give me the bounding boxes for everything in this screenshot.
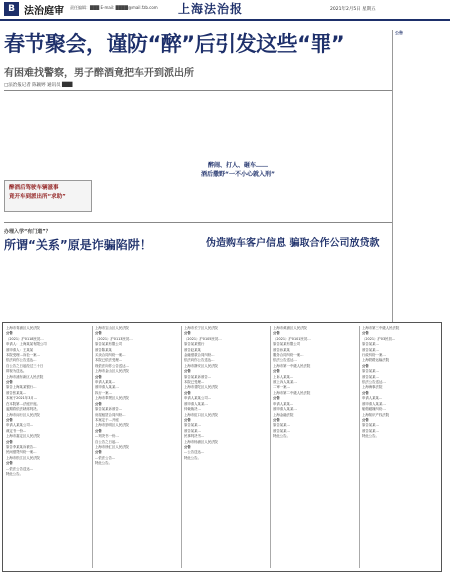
notice-line: 申请人某某… bbox=[362, 396, 383, 401]
notice-line: 申请人某某公司… bbox=[184, 396, 212, 401]
notice-line: 原告某某有限公司 bbox=[95, 342, 123, 347]
paper-logo: 上海法治报 bbox=[178, 2, 244, 16]
notice-line: 原告某某诉被告… bbox=[95, 407, 123, 412]
notice-line: 公告 bbox=[95, 331, 102, 336]
notice-line: 上海铁路运输法院 bbox=[362, 358, 390, 363]
notice-line: 上海市第三中级人民法院 bbox=[362, 326, 400, 330]
notice-column bbox=[6, 326, 90, 568]
notice-column bbox=[362, 326, 438, 568]
notice-line: 服务合同纠纷一案… bbox=[273, 353, 304, 358]
sub-section-title-line: 酒后撒野“一不小心就入刑” bbox=[201, 171, 275, 178]
article-kicker: 办理入学“有门道”？ bbox=[4, 229, 51, 235]
notice-line: 在本院第…法庭开庭。 bbox=[6, 401, 40, 406]
notice-line: 上海市闵行区人民法院 bbox=[6, 412, 40, 417]
notice-line: 船舶碰撞纠纷… bbox=[362, 407, 386, 412]
notice-line: 上诉人某某… bbox=[273, 374, 294, 379]
notice-line: 依法公告送达… bbox=[362, 380, 386, 385]
notice-line: …公告送达… bbox=[184, 450, 205, 455]
notice-line: （2021）沪0118民初… bbox=[6, 336, 44, 341]
notice-line: 裁定书一份… bbox=[6, 428, 27, 433]
notice-line: 申请人：上海某某有限公司 bbox=[6, 342, 47, 347]
notice-line: 逾期将依法缺席判决。 bbox=[6, 407, 40, 412]
article-body-column bbox=[96, 94, 180, 218]
notice-line: 原告某某… bbox=[273, 423, 290, 428]
article-body-column bbox=[292, 94, 388, 218]
notice-line: 上海市松江区人民法院 bbox=[6, 455, 40, 460]
notice-line: 被告某某… bbox=[184, 428, 201, 433]
notice-line: 原告某某有限公司 bbox=[273, 342, 301, 347]
notice-line: 上海市长宁区人民法院 bbox=[184, 326, 218, 330]
notice-line: 原告某某… bbox=[362, 423, 379, 428]
notice-line: 公告 bbox=[6, 380, 13, 385]
notice-column bbox=[95, 326, 179, 568]
notice-line: 公告 bbox=[95, 374, 102, 379]
notice-line: 公告 bbox=[184, 390, 191, 395]
article-body-column bbox=[190, 184, 284, 218]
lead-headline: 春节聚会，谨防“醉”后引发这些“罪” bbox=[4, 32, 345, 56]
notice-line: 公告 bbox=[6, 331, 13, 336]
notice-line: 被告某某… bbox=[362, 374, 379, 379]
notice-line: 被申请人某某… bbox=[273, 407, 297, 412]
notice-line: 本院已依法受理… bbox=[95, 358, 123, 363]
notice-line: 依法公告送达… bbox=[273, 358, 297, 363]
section-name: 法治庭审 bbox=[24, 6, 64, 17]
notice-line: 公告 bbox=[6, 439, 13, 444]
notice-line: 买卖合同纠纷一案… bbox=[95, 353, 126, 358]
notice-line: 即视为送达。 bbox=[6, 369, 27, 374]
notice-line: 公告 bbox=[184, 444, 191, 449]
notice-line: 行政纠纷一案… bbox=[362, 353, 386, 358]
notice-line: 公告 bbox=[184, 369, 191, 374]
notice-line: 本院已受理… bbox=[184, 380, 205, 385]
notice-line: 上海市金山区人民法院 bbox=[95, 369, 129, 374]
notice-line: 自公告之日起… bbox=[95, 439, 119, 444]
notice-line: …依法公告… bbox=[95, 455, 116, 460]
divider bbox=[4, 222, 392, 223]
side-strip-body bbox=[393, 36, 437, 316]
notice-line: 自公告之日起经过三十日 bbox=[6, 363, 44, 368]
notice-line: 公告 bbox=[362, 331, 369, 336]
notice-line: 被告某某… bbox=[362, 347, 379, 352]
notice-line: 被告孙某某 bbox=[273, 347, 290, 352]
notice-line: 被上诉人某某… bbox=[273, 380, 297, 385]
issue-date: 2021年2月5日 星期五 bbox=[330, 7, 376, 12]
notice-line: 上海市静安区人民法院 bbox=[184, 363, 218, 368]
notice-line: 公告 bbox=[95, 450, 102, 455]
notice-line: 公告 bbox=[273, 369, 280, 374]
notice-line: 上海市虹口区人民法院 bbox=[184, 412, 218, 417]
notice-line: 公告 bbox=[184, 417, 191, 422]
notice-line: 民间借贷纠纷一案… bbox=[6, 450, 37, 455]
lead-byline: □法治报记者 陈颖婷 通讯员 ███ bbox=[4, 83, 73, 88]
notice-line: 上海市杨浦区人民法院 bbox=[184, 439, 218, 444]
notice-line: 上海市徐汇区人民法院 bbox=[95, 444, 129, 449]
notice-line: 申请人某某公司… bbox=[6, 423, 34, 428]
notice-line: 公告 bbox=[362, 417, 369, 422]
notice-line: 被告张某某… bbox=[6, 390, 27, 395]
side-strip-title: 公告 bbox=[395, 30, 403, 35]
column-divider bbox=[92, 326, 93, 568]
court-notices-section bbox=[2, 322, 442, 572]
article-body-column bbox=[4, 254, 100, 316]
sub-section-title-line: 醉闹、打人、砸车…… bbox=[207, 162, 268, 169]
notice-line: 民事判决书… bbox=[184, 434, 205, 439]
notice-line: 上海市宝山区人民法院 bbox=[95, 326, 129, 330]
notice-line: 原告某某银行 bbox=[184, 342, 205, 347]
notice-line: 申请人某某… bbox=[95, 380, 116, 385]
notice-line: 二审一案… bbox=[273, 385, 290, 390]
column-divider bbox=[359, 326, 360, 568]
notice-line: 上海市嘉定区人民法院 bbox=[6, 434, 40, 439]
notice-line: 金融借款合同纠纷… bbox=[184, 353, 215, 358]
notice-line: 被告赵某某 bbox=[184, 347, 201, 352]
notice-line: 原告某某诉被告… bbox=[184, 374, 212, 379]
article-body-column bbox=[206, 252, 296, 316]
notice-line: 上海市崇明区人民法院 bbox=[95, 423, 129, 428]
page-number-badge: B bbox=[4, 2, 19, 16]
pull-quote-box bbox=[4, 180, 92, 212]
notice-line: 上海海事法院 bbox=[362, 385, 383, 390]
notice-line: （2021）沪03民初… bbox=[362, 336, 396, 341]
notice-line: 被告某某… bbox=[362, 428, 379, 433]
notice-line: 公告 bbox=[6, 461, 13, 466]
notice-line: 上海市第二中级人民法院 bbox=[273, 390, 311, 395]
notice-line: 本案定于…开庭 bbox=[95, 417, 119, 422]
notice-line: 特此公告。 bbox=[95, 461, 112, 466]
notice-line: 上海市浦东新区人民法院 bbox=[6, 374, 44, 379]
notice-line: 上海金融法院 bbox=[273, 412, 294, 417]
sub-section-title bbox=[190, 160, 286, 178]
notice-line: …判决书一份… bbox=[95, 434, 119, 439]
notice-line: 被申请人某某… bbox=[184, 401, 208, 406]
notice-line: 被告某某… bbox=[273, 428, 290, 433]
notice-line: 公告 bbox=[273, 417, 280, 422]
notice-line: 上海市青浦区人民法院 bbox=[6, 326, 40, 330]
notice-line: 公告 bbox=[273, 331, 280, 336]
notice-line: 上海市第一中级人民法院 bbox=[273, 363, 311, 368]
notice-line: 仲裁裁决… bbox=[184, 407, 201, 412]
article-body-column bbox=[300, 252, 388, 316]
article-body-column bbox=[4, 94, 88, 152]
notice-column bbox=[184, 326, 268, 568]
article-body-column bbox=[104, 254, 200, 316]
notice-line: 上海市普陀区人民法院 bbox=[184, 385, 218, 390]
notice-line: 特此公告。 bbox=[184, 455, 201, 460]
column-divider bbox=[270, 326, 271, 568]
notice-line: 上海知识产权法院 bbox=[362, 412, 390, 417]
notice-line: （2021）沪0113民初… bbox=[95, 336, 133, 341]
notice-line: 原告李某某诉被告… bbox=[6, 444, 37, 449]
notice-line: （2021）沪0101民初… bbox=[273, 336, 311, 341]
notice-line: 公告 bbox=[362, 390, 369, 395]
notice-column bbox=[273, 326, 357, 568]
notice-line: 本案于2021年3月… bbox=[6, 396, 38, 401]
editor-info: 责任编辑：███ E-mail: ████@mail.fzb.com bbox=[70, 5, 158, 10]
notice-line: 公告 bbox=[95, 401, 102, 406]
article-headline: 所谓“关系”原是诈骗陷阱！ bbox=[4, 238, 152, 252]
notice-line: 依法向你公告送达… bbox=[184, 358, 215, 363]
divider bbox=[4, 90, 392, 91]
notice-line: 房屋租赁合同纠纷… bbox=[95, 412, 126, 417]
lead-subhead: 有困难找警察，男子醉酒竟把车开到派出所 bbox=[4, 68, 194, 79]
pull-quote-line: 竟开车到派出所“求助” bbox=[9, 194, 66, 200]
column-divider bbox=[181, 326, 182, 568]
notice-line: 公告 bbox=[95, 428, 102, 433]
notice-line: 被告陈某某 bbox=[95, 347, 112, 352]
notice-line: （2021）沪0105民初… bbox=[184, 336, 222, 341]
notice-line: 现依法向你公告送达… bbox=[95, 363, 129, 368]
pull-quote-line: 醉酒后驾驶车辆滋事 bbox=[9, 185, 59, 191]
notice-line: 公告 bbox=[362, 363, 369, 368]
notice-line: 特此公告。 bbox=[362, 434, 379, 439]
notice-line: 申请人某某… bbox=[273, 401, 294, 406]
notice-line: 上海市黄浦区人民法院 bbox=[273, 326, 307, 330]
article-body-column bbox=[190, 94, 284, 154]
notice-line: 被申请人某某… bbox=[95, 385, 119, 390]
notice-line: 上海市奉贤区人民法院 bbox=[95, 396, 129, 401]
notice-line: 特此公告。 bbox=[273, 434, 290, 439]
notice-line: 依法向你公告送达… bbox=[6, 358, 37, 363]
notice-line: …依法公告送达… bbox=[6, 466, 34, 471]
notice-line: 原告上海某某银行… bbox=[6, 385, 37, 390]
notice-line: 特此公告。 bbox=[6, 471, 23, 476]
notice-line: 公告 bbox=[184, 331, 191, 336]
notice-line: 原告某某… bbox=[362, 342, 379, 347]
notice-line: 被申请人：王某某 bbox=[6, 347, 34, 352]
notice-line: 被申请人某某… bbox=[362, 401, 386, 406]
notice-line: 公告 bbox=[6, 417, 13, 422]
notice-line: 执行一案… bbox=[95, 390, 112, 395]
notice-line: 原告某某… bbox=[184, 423, 201, 428]
notice-line: 公告 bbox=[273, 396, 280, 401]
article-headline: 伪造购车客户信息 骗取合作公司放贷款 bbox=[206, 238, 380, 249]
notice-line: 原告某某… bbox=[362, 369, 379, 374]
notice-line: 本院受理…诉讼一案… bbox=[6, 353, 40, 358]
